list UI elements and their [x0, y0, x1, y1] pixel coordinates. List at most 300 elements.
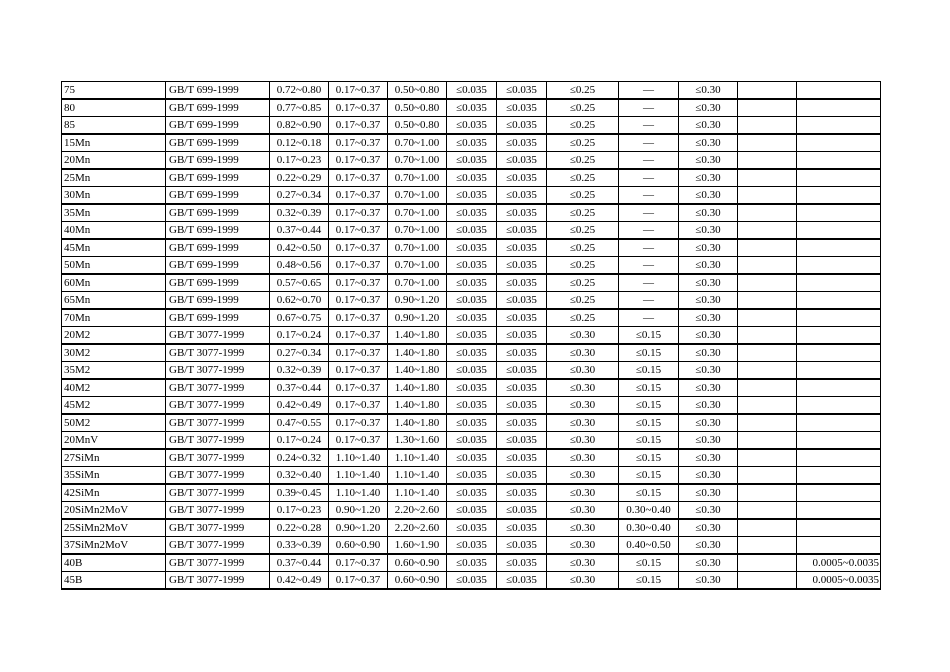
carbon-cell: 0.32~0.40: [270, 467, 329, 485]
nickel-cell: ≤0.30: [679, 309, 738, 327]
manganese-cell: 1.40~1.80: [388, 327, 447, 345]
standard-cell: GB/T 699-1999: [166, 257, 270, 275]
grade-cell: 20SiMn2MoV: [62, 502, 166, 520]
chromium-cell: ≤0.30: [547, 554, 619, 572]
standard-cell: GB/T 3077-1999: [166, 467, 270, 485]
molybdenum-cell: ≤0.15: [619, 432, 679, 450]
boron-cell: [797, 519, 881, 537]
chromium-cell: ≤0.30: [547, 344, 619, 362]
manganese-cell: 0.70~1.00: [388, 239, 447, 257]
chromium-cell: ≤0.25: [547, 222, 619, 240]
molybdenum-cell: —: [619, 117, 679, 135]
carbon-cell: 0.17~0.23: [270, 152, 329, 170]
standard-cell: GB/T 3077-1999: [166, 362, 270, 380]
table-row: [62, 169, 881, 187]
chromium-cell: ≤0.30: [547, 362, 619, 380]
extra-cell: [738, 204, 797, 222]
extra-cell: [738, 274, 797, 292]
boron-cell: [797, 537, 881, 555]
table-row: [62, 537, 881, 555]
chromium-cell: ≤0.25: [547, 152, 619, 170]
boron-cell: [797, 99, 881, 117]
phosphorus-cell: ≤0.035: [447, 432, 497, 450]
molybdenum-cell: —: [619, 134, 679, 152]
table-row: [62, 327, 881, 345]
table-row: [62, 274, 881, 292]
molybdenum-cell: —: [619, 169, 679, 187]
nickel-cell: ≤0.30: [679, 274, 738, 292]
chromium-cell: ≤0.30: [547, 537, 619, 555]
phosphorus-cell: ≤0.035: [447, 117, 497, 135]
table-row: [62, 449, 881, 467]
manganese-cell: 0.70~1.00: [388, 257, 447, 275]
boron-cell: [797, 222, 881, 240]
carbon-cell: 0.42~0.49: [270, 572, 329, 590]
nickel-cell: ≤0.30: [679, 152, 738, 170]
extra-cell: [738, 414, 797, 432]
molybdenum-cell: —: [619, 274, 679, 292]
table-row: [62, 502, 881, 520]
silicon-cell: 0.17~0.37: [329, 169, 388, 187]
sulfur-cell: ≤0.035: [497, 344, 547, 362]
manganese-cell: 0.60~0.90: [388, 572, 447, 590]
sulfur-cell: ≤0.035: [497, 82, 547, 100]
manganese-cell: 0.70~1.00: [388, 169, 447, 187]
table-row: [62, 134, 881, 152]
sulfur-cell: ≤0.035: [497, 362, 547, 380]
carbon-cell: 0.62~0.70: [270, 292, 329, 310]
standard-cell: GB/T 3077-1999: [166, 502, 270, 520]
grade-cell: 35SiMn: [62, 467, 166, 485]
manganese-cell: 0.50~0.80: [388, 82, 447, 100]
manganese-cell: 1.40~1.80: [388, 397, 447, 415]
extra-cell: [738, 502, 797, 520]
sulfur-cell: ≤0.035: [497, 537, 547, 555]
boron-cell: [797, 134, 881, 152]
chromium-cell: ≤0.25: [547, 169, 619, 187]
phosphorus-cell: ≤0.035: [447, 397, 497, 415]
nickel-cell: ≤0.30: [679, 362, 738, 380]
carbon-cell: 0.32~0.39: [270, 362, 329, 380]
manganese-cell: 1.10~1.40: [388, 449, 447, 467]
phosphorus-cell: ≤0.035: [447, 292, 497, 310]
chromium-cell: ≤0.25: [547, 187, 619, 205]
molybdenum-cell: ≤0.15: [619, 327, 679, 345]
silicon-cell: 0.17~0.37: [329, 204, 388, 222]
table-row: [62, 239, 881, 257]
boron-cell: 0.0005~0.0035: [797, 572, 881, 590]
extra-cell: [738, 82, 797, 100]
molybdenum-cell: —: [619, 222, 679, 240]
boron-cell: [797, 187, 881, 205]
sulfur-cell: ≤0.035: [497, 309, 547, 327]
phosphorus-cell: ≤0.035: [447, 414, 497, 432]
extra-cell: [738, 169, 797, 187]
molybdenum-cell: ≤0.15: [619, 344, 679, 362]
grade-cell: 70Mn: [62, 309, 166, 327]
standard-cell: GB/T 3077-1999: [166, 484, 270, 502]
boron-cell: [797, 169, 881, 187]
nickel-cell: ≤0.30: [679, 519, 738, 537]
grade-cell: 75: [62, 82, 166, 100]
manganese-cell: 0.50~0.80: [388, 117, 447, 135]
molybdenum-cell: —: [619, 187, 679, 205]
silicon-cell: 0.17~0.37: [329, 99, 388, 117]
silicon-cell: 0.17~0.37: [329, 397, 388, 415]
phosphorus-cell: ≤0.035: [447, 379, 497, 397]
silicon-cell: 0.17~0.37: [329, 82, 388, 100]
nickel-cell: ≤0.30: [679, 449, 738, 467]
silicon-cell: 0.17~0.37: [329, 134, 388, 152]
carbon-cell: 0.17~0.23: [270, 502, 329, 520]
silicon-cell: 0.17~0.37: [329, 309, 388, 327]
table-row: [62, 204, 881, 222]
extra-cell: [738, 467, 797, 485]
carbon-cell: 0.33~0.39: [270, 537, 329, 555]
nickel-cell: ≤0.30: [679, 134, 738, 152]
manganese-cell: 1.30~1.60: [388, 432, 447, 450]
silicon-cell: 1.10~1.40: [329, 449, 388, 467]
boron-cell: [797, 449, 881, 467]
standard-cell: GB/T 3077-1999: [166, 554, 270, 572]
table-row: [62, 187, 881, 205]
chromium-cell: ≤0.25: [547, 257, 619, 275]
boron-cell: [797, 204, 881, 222]
chromium-cell: ≤0.30: [547, 572, 619, 590]
grade-cell: 37SiMn2MoV: [62, 537, 166, 555]
sulfur-cell: ≤0.035: [497, 519, 547, 537]
silicon-cell: 0.17~0.37: [329, 117, 388, 135]
standard-cell: GB/T 3077-1999: [166, 519, 270, 537]
carbon-cell: 0.17~0.24: [270, 432, 329, 450]
manganese-cell: 0.70~1.00: [388, 187, 447, 205]
manganese-cell: 1.40~1.80: [388, 414, 447, 432]
boron-cell: [797, 274, 881, 292]
standard-cell: GB/T 3077-1999: [166, 327, 270, 345]
extra-cell: [738, 379, 797, 397]
grade-cell: 45M2: [62, 397, 166, 415]
molybdenum-cell: ≤0.15: [619, 362, 679, 380]
silicon-cell: 1.10~1.40: [329, 484, 388, 502]
phosphorus-cell: ≤0.035: [447, 222, 497, 240]
sulfur-cell: ≤0.035: [497, 257, 547, 275]
chromium-cell: ≤0.30: [547, 484, 619, 502]
chromium-cell: ≤0.30: [547, 467, 619, 485]
grade-cell: 30Mn: [62, 187, 166, 205]
standard-cell: GB/T 3077-1999: [166, 344, 270, 362]
extra-cell: [738, 222, 797, 240]
chromium-cell: ≤0.30: [547, 519, 619, 537]
carbon-cell: 0.32~0.39: [270, 204, 329, 222]
chromium-cell: ≤0.25: [547, 117, 619, 135]
molybdenum-cell: —: [619, 82, 679, 100]
molybdenum-cell: ≤0.15: [619, 572, 679, 590]
nickel-cell: ≤0.30: [679, 99, 738, 117]
standard-cell: GB/T 699-1999: [166, 169, 270, 187]
molybdenum-cell: —: [619, 204, 679, 222]
table-row: [62, 344, 881, 362]
manganese-cell: 2.20~2.60: [388, 502, 447, 520]
sulfur-cell: ≤0.035: [497, 204, 547, 222]
molybdenum-cell: ≤0.15: [619, 554, 679, 572]
carbon-cell: 0.37~0.44: [270, 554, 329, 572]
nickel-cell: ≤0.30: [679, 204, 738, 222]
silicon-cell: 0.17~0.37: [329, 274, 388, 292]
standard-cell: GB/T 3077-1999: [166, 414, 270, 432]
phosphorus-cell: ≤0.035: [447, 502, 497, 520]
sulfur-cell: ≤0.035: [497, 222, 547, 240]
table-row: [62, 572, 881, 590]
manganese-cell: 1.10~1.40: [388, 484, 447, 502]
molybdenum-cell: ≤0.15: [619, 414, 679, 432]
manganese-cell: 0.70~1.00: [388, 274, 447, 292]
phosphorus-cell: ≤0.035: [447, 362, 497, 380]
molybdenum-cell: ≤0.15: [619, 397, 679, 415]
extra-cell: [738, 537, 797, 555]
silicon-cell: 0.17~0.37: [329, 327, 388, 345]
chromium-cell: ≤0.30: [547, 327, 619, 345]
table-row: [62, 309, 881, 327]
standard-cell: GB/T 699-1999: [166, 187, 270, 205]
boron-cell: [797, 502, 881, 520]
molybdenum-cell: —: [619, 99, 679, 117]
standard-cell: GB/T 699-1999: [166, 309, 270, 327]
molybdenum-cell: ≤0.15: [619, 484, 679, 502]
carbon-cell: 0.57~0.65: [270, 274, 329, 292]
manganese-cell: 1.10~1.40: [388, 467, 447, 485]
chromium-cell: ≤0.30: [547, 379, 619, 397]
nickel-cell: ≤0.30: [679, 82, 738, 100]
carbon-cell: 0.37~0.44: [270, 379, 329, 397]
nickel-cell: ≤0.30: [679, 414, 738, 432]
nickel-cell: ≤0.30: [679, 327, 738, 345]
sulfur-cell: ≤0.035: [497, 554, 547, 572]
manganese-cell: 0.70~1.00: [388, 204, 447, 222]
carbon-cell: 0.77~0.85: [270, 99, 329, 117]
sulfur-cell: ≤0.035: [497, 449, 547, 467]
extra-cell: [738, 554, 797, 572]
chromium-cell: ≤0.25: [547, 292, 619, 310]
nickel-cell: ≤0.30: [679, 397, 738, 415]
table-row: [62, 397, 881, 415]
phosphorus-cell: ≤0.035: [447, 99, 497, 117]
boron-cell: 0.0005~0.0035: [797, 554, 881, 572]
carbon-cell: 0.42~0.50: [270, 239, 329, 257]
silicon-cell: 0.17~0.37: [329, 572, 388, 590]
sulfur-cell: ≤0.035: [497, 467, 547, 485]
nickel-cell: ≤0.30: [679, 484, 738, 502]
carbon-cell: 0.42~0.49: [270, 397, 329, 415]
standard-cell: GB/T 699-1999: [166, 99, 270, 117]
grade-cell: 15Mn: [62, 134, 166, 152]
chromium-cell: ≤0.30: [547, 397, 619, 415]
molybdenum-cell: ≤0.15: [619, 449, 679, 467]
phosphorus-cell: ≤0.035: [447, 187, 497, 205]
standard-cell: GB/T 699-1999: [166, 82, 270, 100]
chromium-cell: ≤0.25: [547, 82, 619, 100]
boron-cell: [797, 344, 881, 362]
nickel-cell: ≤0.30: [679, 554, 738, 572]
phosphorus-cell: ≤0.035: [447, 467, 497, 485]
molybdenum-cell: —: [619, 309, 679, 327]
carbon-cell: 0.48~0.56: [270, 257, 329, 275]
standard-cell: GB/T 3077-1999: [166, 397, 270, 415]
sulfur-cell: ≤0.035: [497, 274, 547, 292]
chromium-cell: ≤0.25: [547, 239, 619, 257]
molybdenum-cell: 0.30~0.40: [619, 519, 679, 537]
nickel-cell: ≤0.30: [679, 467, 738, 485]
phosphorus-cell: ≤0.035: [447, 169, 497, 187]
extra-cell: [738, 239, 797, 257]
silicon-cell: 0.17~0.37: [329, 362, 388, 380]
boron-cell: [797, 484, 881, 502]
grade-cell: 25SiMn2MoV: [62, 519, 166, 537]
silicon-cell: 0.17~0.37: [329, 187, 388, 205]
boron-cell: [797, 414, 881, 432]
table-row: [62, 519, 881, 537]
phosphorus-cell: ≤0.035: [447, 572, 497, 590]
boron-cell: [797, 327, 881, 345]
sulfur-cell: ≤0.035: [497, 134, 547, 152]
silicon-cell: 0.17~0.37: [329, 257, 388, 275]
boron-cell: [797, 117, 881, 135]
table-row: [62, 292, 881, 310]
sulfur-cell: ≤0.035: [497, 414, 547, 432]
nickel-cell: ≤0.30: [679, 432, 738, 450]
carbon-cell: 0.27~0.34: [270, 344, 329, 362]
manganese-cell: 1.40~1.80: [388, 344, 447, 362]
carbon-cell: 0.17~0.24: [270, 327, 329, 345]
extra-cell: [738, 99, 797, 117]
nickel-cell: ≤0.30: [679, 222, 738, 240]
grade-cell: 60Mn: [62, 274, 166, 292]
extra-cell: [738, 309, 797, 327]
chromium-cell: ≤0.30: [547, 449, 619, 467]
table-row: [62, 554, 881, 572]
chromium-cell: ≤0.25: [547, 309, 619, 327]
extra-cell: [738, 449, 797, 467]
molybdenum-cell: —: [619, 239, 679, 257]
boron-cell: [797, 397, 881, 415]
silicon-cell: 0.17~0.37: [329, 239, 388, 257]
phosphorus-cell: ≤0.035: [447, 519, 497, 537]
carbon-cell: 0.82~0.90: [270, 117, 329, 135]
boron-cell: [797, 239, 881, 257]
phosphorus-cell: ≤0.035: [447, 257, 497, 275]
grade-cell: 85: [62, 117, 166, 135]
phosphorus-cell: ≤0.035: [447, 82, 497, 100]
extra-cell: [738, 152, 797, 170]
boron-cell: [797, 309, 881, 327]
manganese-cell: 0.90~1.20: [388, 292, 447, 310]
sulfur-cell: ≤0.035: [497, 239, 547, 257]
extra-cell: [738, 484, 797, 502]
chromium-cell: ≤0.25: [547, 274, 619, 292]
phosphorus-cell: ≤0.035: [447, 239, 497, 257]
nickel-cell: ≤0.30: [679, 187, 738, 205]
manganese-cell: 0.90~1.20: [388, 309, 447, 327]
table-body: [62, 82, 881, 590]
sulfur-cell: ≤0.035: [497, 379, 547, 397]
grade-cell: 27SiMn: [62, 449, 166, 467]
extra-cell: [738, 572, 797, 590]
manganese-cell: 0.70~1.00: [388, 134, 447, 152]
standard-cell: GB/T 3077-1999: [166, 572, 270, 590]
nickel-cell: ≤0.30: [679, 502, 738, 520]
sulfur-cell: ≤0.035: [497, 432, 547, 450]
extra-cell: [738, 362, 797, 380]
phosphorus-cell: ≤0.035: [447, 134, 497, 152]
silicon-cell: 0.90~1.20: [329, 502, 388, 520]
molybdenum-cell: 0.40~0.50: [619, 537, 679, 555]
extra-cell: [738, 327, 797, 345]
standard-cell: GB/T 699-1999: [166, 117, 270, 135]
manganese-cell: 1.60~1.90: [388, 537, 447, 555]
extra-cell: [738, 519, 797, 537]
grade-cell: 20M2: [62, 327, 166, 345]
standard-cell: GB/T 3077-1999: [166, 449, 270, 467]
standard-cell: GB/T 3077-1999: [166, 432, 270, 450]
table-row: [62, 99, 881, 117]
standard-cell: GB/T 699-1999: [166, 274, 270, 292]
molybdenum-cell: —: [619, 292, 679, 310]
silicon-cell: 1.10~1.40: [329, 467, 388, 485]
boron-cell: [797, 257, 881, 275]
extra-cell: [738, 117, 797, 135]
chromium-cell: ≤0.25: [547, 99, 619, 117]
molybdenum-cell: —: [619, 152, 679, 170]
grade-cell: 40B: [62, 554, 166, 572]
grade-cell: 50M2: [62, 414, 166, 432]
grade-cell: 20Mn: [62, 152, 166, 170]
grade-cell: 25Mn: [62, 169, 166, 187]
carbon-cell: 0.37~0.44: [270, 222, 329, 240]
table-row: [62, 257, 881, 275]
silicon-cell: 0.17~0.37: [329, 344, 388, 362]
phosphorus-cell: ≤0.035: [447, 344, 497, 362]
carbon-cell: 0.47~0.55: [270, 414, 329, 432]
boron-cell: [797, 82, 881, 100]
sulfur-cell: ≤0.035: [497, 484, 547, 502]
sulfur-cell: ≤0.035: [497, 187, 547, 205]
grade-cell: 30M2: [62, 344, 166, 362]
carbon-cell: 0.72~0.80: [270, 82, 329, 100]
grade-cell: 20MnV: [62, 432, 166, 450]
sulfur-cell: ≤0.035: [497, 117, 547, 135]
grade-cell: 45Mn: [62, 239, 166, 257]
carbon-cell: 0.39~0.45: [270, 484, 329, 502]
chromium-cell: ≤0.30: [547, 432, 619, 450]
phosphorus-cell: ≤0.035: [447, 537, 497, 555]
boron-cell: [797, 362, 881, 380]
nickel-cell: ≤0.30: [679, 239, 738, 257]
manganese-cell: 0.70~1.00: [388, 152, 447, 170]
table-row: [62, 222, 881, 240]
extra-cell: [738, 187, 797, 205]
sulfur-cell: ≤0.035: [497, 169, 547, 187]
standard-cell: GB/T 699-1999: [166, 222, 270, 240]
grade-cell: 35Mn: [62, 204, 166, 222]
manganese-cell: 0.70~1.00: [388, 222, 447, 240]
manganese-cell: 1.40~1.80: [388, 362, 447, 380]
sulfur-cell: ≤0.035: [497, 397, 547, 415]
grade-cell: 65Mn: [62, 292, 166, 310]
chromium-cell: ≤0.25: [547, 204, 619, 222]
table-row: [62, 379, 881, 397]
manganese-cell: 0.50~0.80: [388, 99, 447, 117]
extra-cell: [738, 397, 797, 415]
phosphorus-cell: ≤0.035: [447, 274, 497, 292]
